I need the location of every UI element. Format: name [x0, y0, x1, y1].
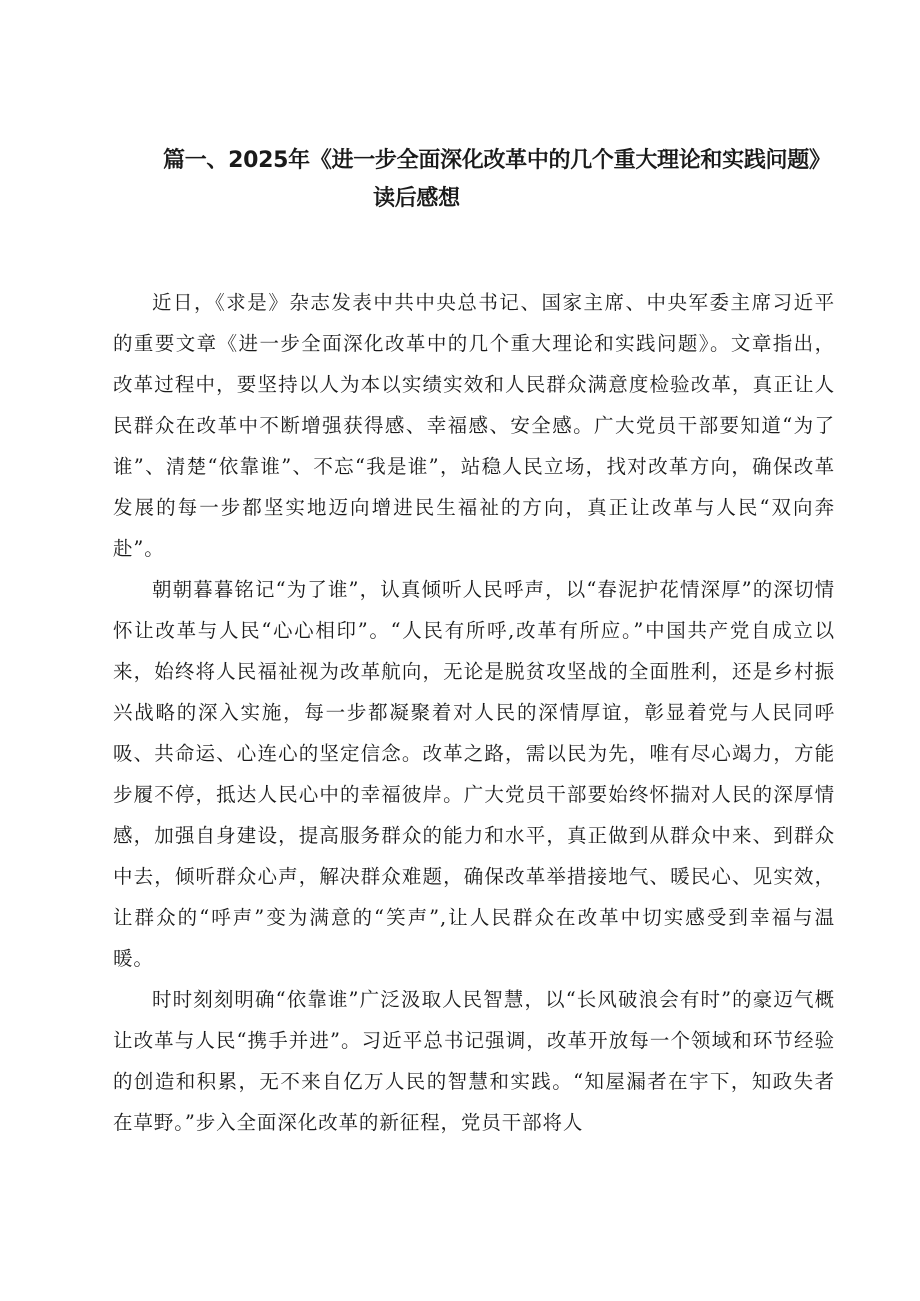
paragraph-3: 时时刻刻明确“依靠谁”广泛汲取人民智慧，以“长风破浪会有时”的豪迈气概让改革与人民“携手并进”。习近平总书记强调，改革开放每一个领域和环节经验的创造和积累，无不来自亿万人民的智慧和实践。“知屋漏者在宇下，知政失者在草野。”步入全面深化改革的新征程，党员干部将人: [113, 988, 835, 1134]
title-line-2: 读后感想: [373, 186, 460, 211]
paragraph-1: 近日，《求是》杂志发表中共中央总书记、国家主席、中央军委主席习近平的重要文章《进一步全面深化改革中的几个重大理论和实践问题》。文章指出，改革过程中，要坚持以人为本以实绩实效和人民群众满意度检验改革，真正让人民群众在改革中不断增强获得感、幸福感、安全感。广大党员干部要知道“为了谁”、清楚“依靠谁”、不忘“我是谁”，站稳人民立场，找对改革方向，确保改革发展的每一步都坚实地迈向增进民生福祉的方向，真正让改革与人民“双向奔赴”。: [113, 291, 835, 560]
title-line-1: 篇一、2025年《进一步全面深化改革中的几个重大理论和实践问题》: [163, 148, 831, 173]
paragraph-2: 朝朝暮暮铭记“为了谁”，认真倾听人民呼声，以“春泥护花情深厚”的深切情怀让改革与人民“心心相印”。“人民有所呼,改革有所应。”中国共产党自成立以来，始终将人民福祉视为改革航向，无论是脱贫攻坚战的全面胜利，还是乡村振兴战略的深入实施，每一步都凝聚着对人民的深情厚谊，彰显着党与人民同呼吸、共命运、心连心的坚定信念。改革之路，需以民为先，唯有尽心竭力，方能步履不停，抵达人民心中的幸福彼岸。广大党员干部要始终怀揣对人民的深厚情感，加强自身建设，提高服务群众的能力和水平，真正做到从群众中来、到群众中去，倾听群众心声，解决群众难题，确保改革举措接地气、暖民心、见实效，让群众的“呼声”变为满意的“笑声”,让人民群众在改革中切实感受到幸福与温暖。: [113, 578, 835, 970]
document-title: [110, 142, 850, 218]
document-body: [113, 282, 835, 1143]
